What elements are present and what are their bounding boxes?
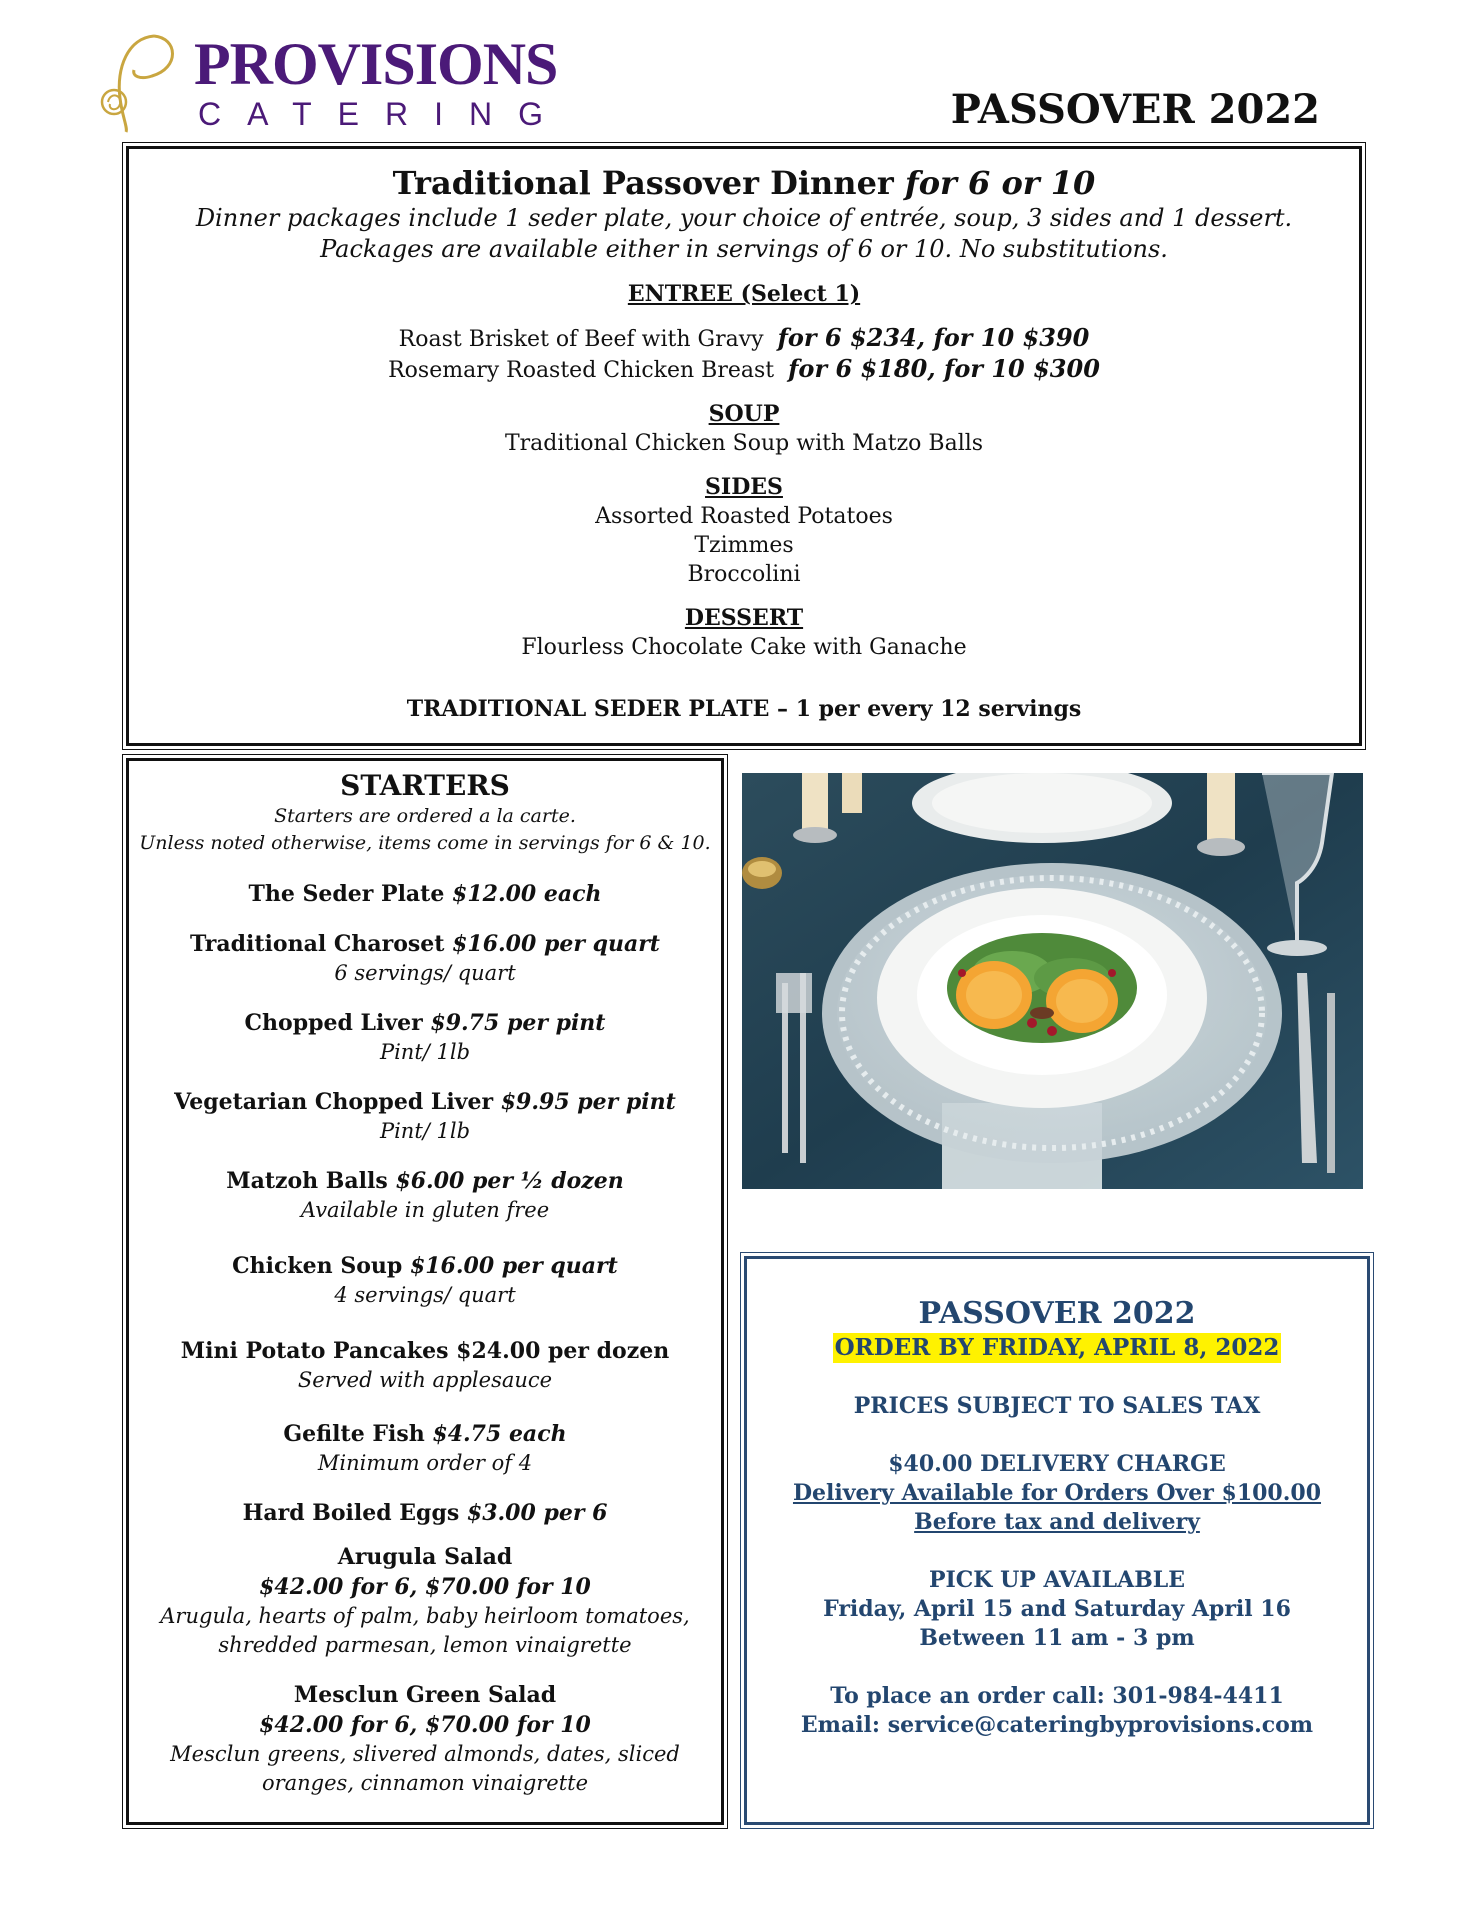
starter-name: Vegetarian Chopped Liver — [174, 1089, 494, 1115]
entree-price: for 6 $180, for 10 $300 — [788, 354, 1100, 383]
entree-item — [129, 323, 1359, 354]
entree-item — [129, 354, 1359, 385]
starter-item — [129, 1336, 721, 1395]
logo-subtitle: CATERING — [198, 96, 569, 132]
dessert-heading: DESSERT — [684, 605, 804, 631]
starters-intro-1: Starters are ordered a la carte. — [274, 805, 576, 827]
dinner-title-main: Traditional Passover Dinner — [392, 164, 894, 202]
starters-intro-2: Unless noted otherwise, items come in servings for 6 & 10. — [139, 832, 711, 854]
delivery-charge: $40.00 DELIVERY CHARGE — [888, 1451, 1226, 1477]
order-phone: To place an order call: 301-984-4411 — [830, 1683, 1284, 1709]
starter-note: Mesclun greens, slivered almonds, dates, sliced — [170, 1742, 680, 1766]
starter-price: $12.00 each — [452, 881, 602, 907]
pickup-heading: PICK UP AVAILABLE — [928, 1567, 1186, 1593]
dinner-description-1: Dinner packages include 1 seder plate, your choice of entrée, soup, 3 sides and 1 dessert. — [195, 204, 1293, 232]
starter-price: $9.95 per pint — [500, 1089, 676, 1115]
side-item: Assorted Roasted Potatoes — [595, 504, 893, 529]
starter-price: $16.00 per quart — [409, 1253, 618, 1279]
starter-note: Available in gluten free — [300, 1198, 550, 1222]
starter-note: Pint/ 1lb — [379, 1040, 471, 1064]
starter-item — [129, 879, 721, 909]
starter-name: Chicken Soup — [232, 1253, 403, 1279]
starter-price: $4.75 each — [432, 1421, 567, 1447]
starter-name: Gefilte Fish — [283, 1421, 425, 1447]
starter-note: Pint/ 1lb — [379, 1119, 471, 1143]
starter-note: Minimum order of 4 — [317, 1451, 533, 1475]
entree-heading: ENTREE (Select 1) — [627, 281, 861, 307]
starter-item — [129, 1498, 721, 1528]
starter-item — [129, 1680, 721, 1798]
starter-note: Served with applesauce — [297, 1368, 553, 1392]
starter-name: Arugula Salad — [337, 1544, 513, 1570]
starter-name: Matzoh Balls — [226, 1168, 388, 1194]
starters-title: STARTERS — [340, 769, 510, 802]
starter-note: shredded parmesan, lemon vinaigrette — [218, 1633, 632, 1657]
starter-prices: $42.00 for 6, $70.00 for 10 — [259, 1574, 591, 1600]
table-setting-photo — [742, 773, 1363, 1189]
starter-name: Hard Boiled Eggs — [242, 1500, 460, 1526]
logo-name: PROVISIONS — [194, 31, 558, 97]
pickup-days: Friday, April 15 and Saturday April 16 — [823, 1596, 1291, 1622]
starter-price: $16.00 per quart — [452, 931, 660, 957]
pickup-hours: Between 11 am - 3 pm — [919, 1625, 1195, 1651]
dinner-package-box — [126, 146, 1362, 746]
dinner-description-2: Packages are available either in servings of 6 or 10. No substitutions. — [320, 235, 1168, 263]
starter-item — [129, 1008, 721, 1067]
starter-item — [129, 1166, 721, 1225]
entree-price: for 6 $234, for 10 $390 — [777, 323, 1090, 352]
seder-plate-note: TRADITIONAL SEDER PLATE – 1 per every 12 servings — [406, 696, 1082, 722]
dinner-title — [129, 163, 1359, 203]
delivery-note: Before tax and delivery — [914, 1509, 1200, 1535]
entree-name: Rosemary Roasted Chicken Breast — [388, 358, 775, 383]
soup-heading: SOUP — [708, 401, 780, 427]
starters-box — [126, 758, 724, 1825]
starter-prices: $42.00 for 6, $70.00 for 10 — [259, 1712, 591, 1738]
starter-note: 4 servings/ quart — [334, 1283, 516, 1307]
starter-price: $9.75 per pint — [430, 1010, 606, 1036]
starter-item — [129, 1419, 721, 1478]
dinner-title-italic: for 6 or 10 — [904, 164, 1096, 202]
starter-item — [129, 1087, 721, 1146]
order-title: PASSOVER 2022 — [918, 1296, 1196, 1331]
starter-price: $6.00 per ½ dozen — [395, 1168, 624, 1194]
sales-tax-note: PRICES SUBJECT TO SALES TAX — [853, 1393, 1261, 1419]
order-deadline: ORDER BY FRIDAY, APRIL 8, 2022 — [834, 1334, 1280, 1361]
starter-item — [129, 929, 721, 988]
side-item: Tzimmes — [694, 533, 794, 558]
starter-name: Mini Potato Pancakes $24.00 per dozen — [180, 1338, 670, 1364]
starter-note: Arugula, hearts of palm, baby heirloom tomatoes, — [160, 1604, 690, 1628]
starter-name: The Seder Plate — [248, 881, 445, 907]
starter-price: $3.00 per 6 — [466, 1500, 608, 1526]
page-title: PASSOVER 2022 — [950, 86, 1320, 133]
sides-heading: SIDES — [705, 474, 783, 500]
side-item: Broccolini — [687, 562, 801, 587]
soup-item: Traditional Chicken Soup with Matzo Balls — [504, 431, 984, 456]
delivery-availability: Delivery Available for Orders Over $100.00 — [792, 1480, 1322, 1506]
starter-item — [129, 1542, 721, 1660]
dessert-item: Flourless Chocolate Cake with Ganache — [521, 635, 967, 660]
starter-name: Chopped Liver — [244, 1010, 423, 1036]
monogram-icon — [98, 28, 184, 134]
starter-note: 6 servings/ quart — [334, 961, 516, 985]
order-email: Email: service@cateringbyprovisions.com — [800, 1712, 1314, 1738]
provisions-logo — [98, 28, 569, 138]
starter-item — [129, 1251, 721, 1310]
order-info-box — [744, 1256, 1370, 1825]
starter-name: Mesclun Green Salad — [293, 1682, 557, 1708]
entree-name: Roast Brisket of Beef with Gravy — [398, 327, 764, 352]
starter-note: oranges, cinnamon vinaigrette — [261, 1771, 589, 1795]
starter-name: Traditional Charoset — [190, 931, 445, 957]
